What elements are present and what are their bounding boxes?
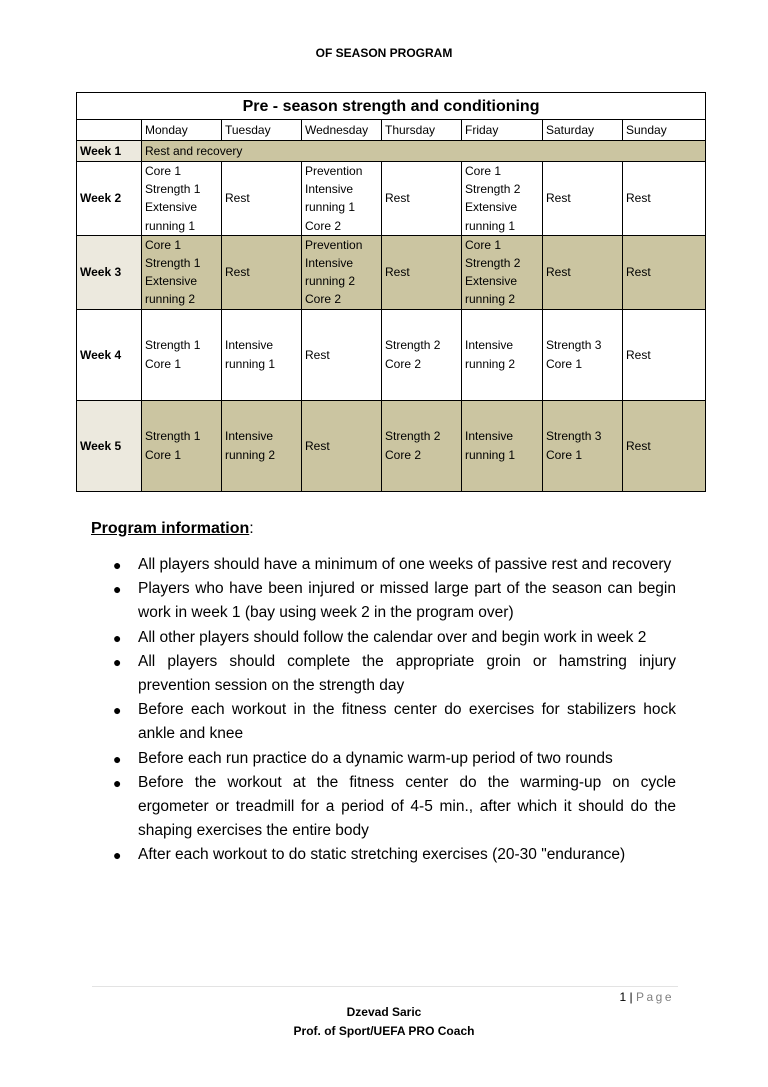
page-number: 1: [619, 990, 627, 1004]
week-cell: [382, 400, 462, 491]
week-cell: [142, 162, 222, 236]
cell-line: Rest: [305, 347, 330, 362]
cell-line: Core 1: [465, 164, 502, 178]
cell-line: Strength 2: [385, 338, 441, 353]
list-item: [113, 650, 676, 698]
cell-line: Strength 1: [145, 182, 201, 197]
week-cell: [623, 162, 706, 236]
cell-line: Prevention: [305, 164, 363, 178]
week-cell: [623, 235, 706, 309]
cell-line: running 2: [145, 292, 196, 307]
week-label: Week 2: [77, 162, 142, 236]
week-cell: [382, 309, 462, 400]
cell-line: running 1: [465, 447, 516, 462]
week-label: Week 3: [77, 235, 142, 309]
schedule-table: [76, 92, 706, 492]
week-cell: [543, 235, 623, 309]
day-header-row: [77, 120, 706, 141]
cell-line: Rest: [385, 191, 410, 206]
cell-line: Core 1: [145, 447, 182, 462]
week-cell: [543, 309, 623, 400]
list-item-text: After each workout to do static stretching exercises (20-30 "endurance): [138, 846, 626, 864]
cell-line: Strength 2: [385, 429, 441, 444]
cell-line: running 1: [225, 356, 276, 371]
list-item: [113, 843, 676, 867]
week-cell: [462, 235, 543, 309]
cell-line: running 1: [305, 200, 356, 215]
cell-line: Strength 1: [145, 429, 201, 444]
bullet-icon: ●: [113, 750, 122, 767]
day-header: Wednesday: [302, 120, 382, 141]
list-item: [113, 771, 676, 844]
cell-line: Intensive: [225, 429, 274, 444]
program-info-list: [113, 553, 676, 868]
bullet-icon: ●: [113, 653, 122, 670]
cell-line: Strength 2: [465, 256, 521, 271]
week-cell: [142, 400, 222, 491]
cell-line: Rest: [626, 265, 651, 280]
bullet-icon: ●: [113, 774, 122, 791]
cell-line: Strength 3: [546, 429, 602, 444]
week-cell: [142, 309, 222, 400]
week-cell: [382, 235, 462, 309]
cell-line: Intensive: [305, 182, 354, 197]
footer-author-title: Prof. of Sport/UEFA PRO Coach: [293, 1024, 475, 1038]
week-cell: [222, 235, 302, 309]
cell-line: Intensive: [465, 429, 514, 444]
cell-line: Core 2: [385, 356, 422, 371]
bullet-icon: ●: [113, 702, 122, 719]
cell-line: running 2: [305, 274, 356, 289]
list-item: [113, 626, 676, 650]
list-item-text: All players should complete the appropriate groin or hamstring injury prevention session on the strength day: [138, 652, 676, 695]
cell-line: Core 1: [546, 356, 583, 371]
cell-line: Core 1: [145, 164, 182, 178]
cell-line: running 2: [465, 292, 516, 307]
program-info-heading-colon: :: [249, 520, 254, 537]
week-row: [77, 162, 706, 236]
cell-line: running 2: [225, 447, 276, 462]
cell-line: Core 2: [305, 292, 342, 307]
week-cell: [543, 400, 623, 491]
week-cell: [302, 309, 382, 400]
week-label: Week 5: [77, 400, 142, 491]
day-header: Friday: [462, 120, 543, 141]
page-separator: |: [629, 990, 633, 1004]
cell-line: Intensive: [225, 338, 274, 353]
cell-line: Extensive: [145, 274, 198, 289]
week-cell: Rest and recovery: [142, 141, 706, 162]
cell-line: running 1: [465, 218, 516, 233]
corner-cell: [77, 120, 142, 141]
cell-line: Strength 1: [145, 256, 201, 271]
list-item-text: Before each run practice do a dynamic warm-up period of two rounds: [138, 749, 613, 767]
cell-line: Core 1: [145, 237, 182, 252]
page-number-block: [619, 990, 674, 1004]
week-cell: [222, 309, 302, 400]
cell-line: Core 1: [465, 237, 502, 252]
list-item-text: All players should have a minimum of one weeks of passive rest and recovery: [138, 556, 672, 573]
cell-line: Strength 2: [465, 182, 521, 197]
cell-line: Extensive: [465, 274, 518, 289]
cell-line: Intensive: [465, 338, 514, 353]
week-cell: [462, 309, 543, 400]
week-cell: [543, 162, 623, 236]
week-row: [77, 400, 706, 491]
cell-line: Rest: [626, 191, 651, 206]
week-cell: [382, 162, 462, 236]
cell-line: Core 1: [546, 447, 583, 462]
bullet-icon: ●: [113, 557, 122, 573]
week-row: [77, 309, 706, 400]
program-info-heading: [91, 520, 254, 538]
footer-author-name: Dzevad Saric: [346, 1005, 422, 1019]
list-item: [113, 747, 676, 771]
cell-line: Rest: [305, 438, 330, 453]
week-cell: [302, 235, 382, 309]
list-item: [113, 577, 676, 625]
program-info-heading-text: Program information: [91, 520, 250, 537]
list-item-text: All other players should follow the calendar over and begin work in week 2: [138, 628, 647, 646]
list-item-text: Players who have been injured or missed large part of the season can begin work in week 1 (bay using week 2 in the program over): [138, 580, 676, 622]
table-title: Pre - season strength and conditioning: [77, 93, 706, 120]
cell-line: running 1: [145, 218, 196, 233]
cell-line: Extensive: [145, 200, 198, 215]
footer-divider: [92, 986, 678, 987]
cell-line: Rest: [546, 191, 571, 206]
bullet-icon: ●: [113, 629, 122, 646]
week-cell: [302, 162, 382, 236]
week-cell: [302, 400, 382, 491]
list-item-text: Before the workout at the fitness center do the warming-up on cycle ergometer or treadmill for a period of 4-5 min., after which it should do the shaping exercises the entire body: [138, 773, 676, 840]
week-cell: [462, 400, 543, 491]
cell-line: Core 2: [385, 447, 422, 462]
week-cell: [142, 235, 222, 309]
list-item-text: Before each workout in the fitness center do exercises for stabilizers hock ankle and knee: [138, 701, 676, 743]
cell-line: Rest: [546, 265, 571, 280]
week-label: Week 1: [77, 141, 142, 162]
cell-line: Rest: [225, 191, 250, 206]
bullet-icon: ●: [113, 847, 122, 864]
cell-line: Rest: [626, 438, 651, 453]
cell-line: Rest: [225, 265, 250, 280]
cell-line: Extensive: [465, 200, 518, 215]
page-word: Page: [635, 990, 674, 1004]
bullet-icon: ●: [113, 581, 122, 598]
week-cell: [222, 162, 302, 236]
page-header: OF SEASON PROGRAM: [315, 46, 453, 60]
cell-line: Core 1: [145, 356, 182, 371]
cell-line: Prevention: [305, 237, 363, 252]
week-label: Week 4: [77, 309, 142, 400]
cell-line: Strength 3: [546, 338, 602, 353]
list-item: [113, 698, 676, 746]
cell-line: Strength 1: [145, 338, 201, 353]
week-row: [77, 235, 706, 309]
day-header: Monday: [142, 120, 222, 141]
week-cell: [623, 309, 706, 400]
day-header: Sunday: [623, 120, 706, 141]
week-row: [77, 141, 706, 162]
cell-line: Rest: [626, 347, 651, 362]
week-cell: [222, 400, 302, 491]
cell-line: Intensive: [305, 256, 354, 271]
day-header: Thursday: [382, 120, 462, 141]
week-cell: [462, 162, 543, 236]
day-header: Tuesday: [222, 120, 302, 141]
cell-line: running 2: [465, 356, 516, 371]
day-header: Saturday: [543, 120, 623, 141]
cell-line: Core 2: [305, 218, 342, 233]
week-cell: [623, 400, 706, 491]
list-item: [113, 553, 676, 577]
cell-line: Rest: [385, 265, 410, 280]
